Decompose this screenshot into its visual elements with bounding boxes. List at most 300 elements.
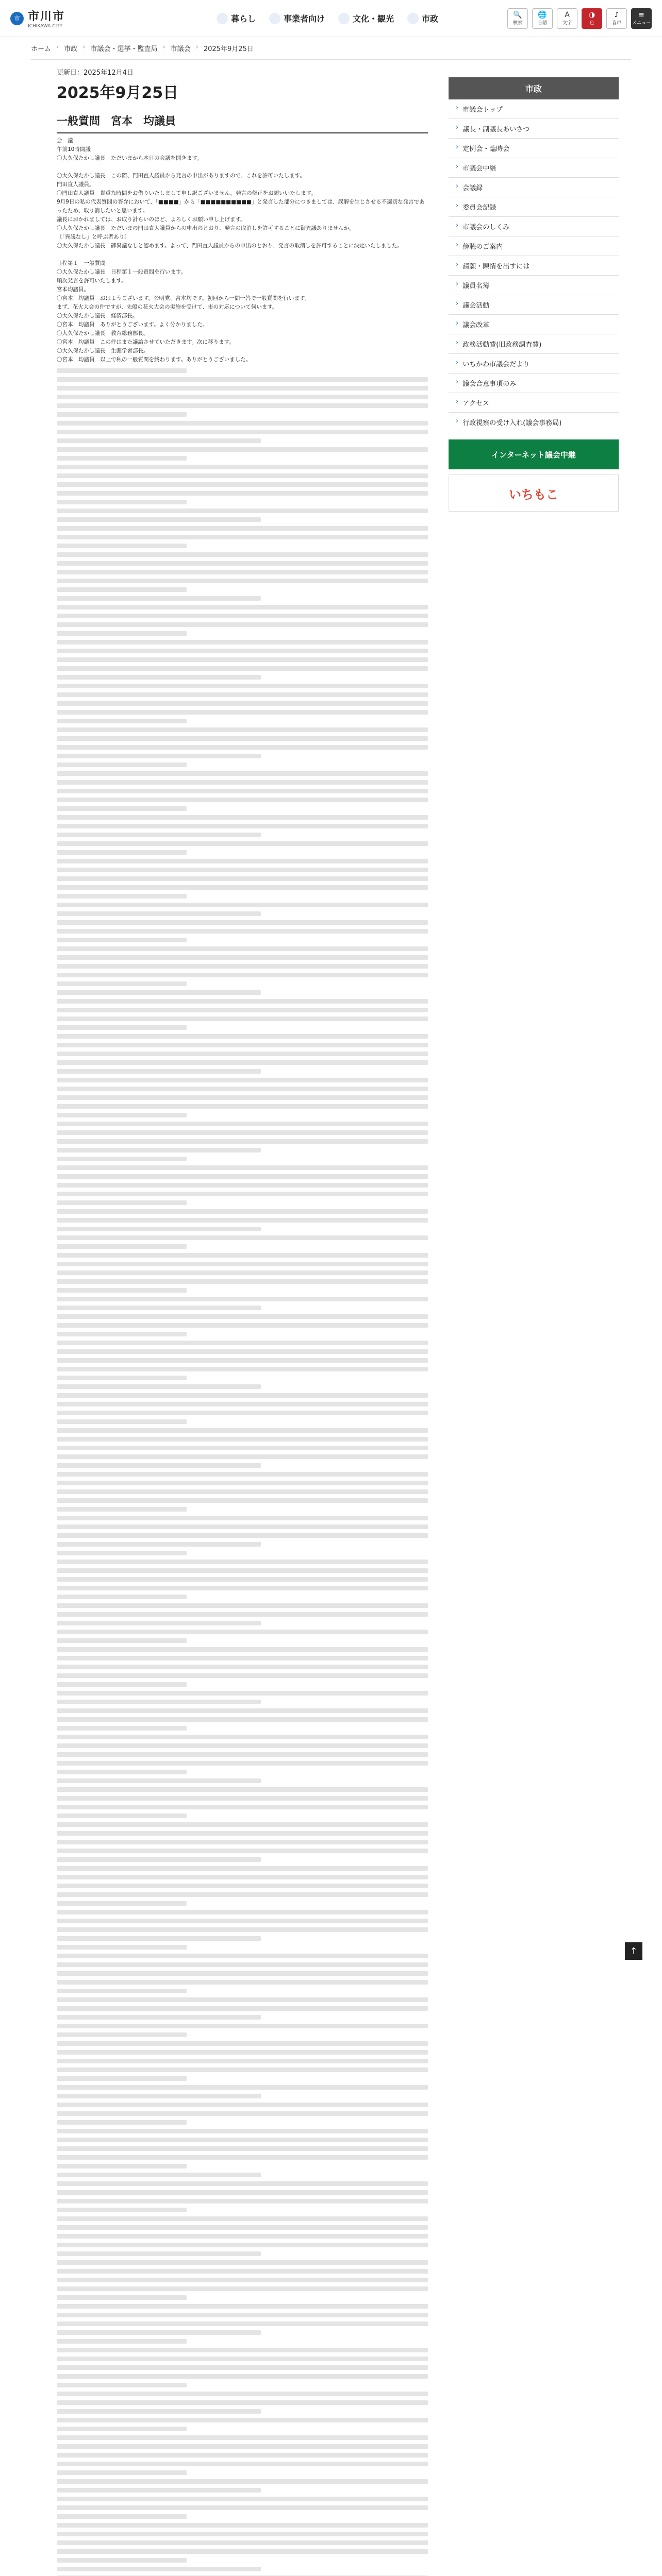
text-line xyxy=(57,833,261,837)
text-line xyxy=(57,1551,187,1555)
text-line xyxy=(57,386,428,391)
text-line xyxy=(57,815,428,820)
text-line xyxy=(57,2286,428,2291)
text-line xyxy=(57,1761,428,1766)
text-line xyxy=(57,1630,428,1634)
text-line xyxy=(57,509,428,513)
text-line xyxy=(57,1025,187,1030)
breadcrumb-city-admin[interactable]: 市政 xyxy=(64,45,78,53)
chevron-right-icon: › xyxy=(456,339,459,347)
text-line xyxy=(57,2032,187,2037)
text-line xyxy=(57,2383,187,2387)
text-line xyxy=(57,2567,261,2571)
voice-icon: ♪ xyxy=(614,11,619,19)
text-line xyxy=(57,1962,428,1967)
text-line xyxy=(57,2050,428,2055)
text-line xyxy=(57,438,261,443)
sidebar-item[interactable] xyxy=(449,295,619,315)
text-line xyxy=(57,1971,428,1976)
voice-button[interactable]: ♪ 音声 xyxy=(606,8,627,29)
text-line xyxy=(57,2146,428,2151)
text-line xyxy=(57,1595,187,1599)
text-line xyxy=(57,1358,428,1363)
text-line xyxy=(57,1463,261,1468)
sidebar-item-label: 請願・陳情を出すには xyxy=(462,263,530,270)
text-line xyxy=(57,1849,428,1853)
text-line xyxy=(57,1279,428,1284)
text-line xyxy=(57,596,261,601)
text-line xyxy=(57,622,428,627)
text-line xyxy=(57,1884,428,1888)
text-line xyxy=(57,2243,428,2247)
text-line xyxy=(57,368,187,373)
text-line xyxy=(57,1253,428,1258)
text-line xyxy=(57,2181,428,2186)
text-line xyxy=(57,1866,428,1871)
text-line xyxy=(57,1796,428,1801)
breadcrumb-separator-icon: › xyxy=(195,43,198,51)
text-line xyxy=(57,1078,428,1082)
text-line xyxy=(57,780,428,785)
text-line xyxy=(57,1875,428,1879)
text-line xyxy=(57,2155,428,2160)
text-line xyxy=(57,2497,428,2501)
text-line xyxy=(57,544,187,548)
text-line xyxy=(57,2523,428,2528)
sidebar-item-label: 定例会・臨時会 xyxy=(462,145,510,153)
text-line xyxy=(57,859,428,863)
text-line xyxy=(57,535,428,539)
sidebar-item[interactable] xyxy=(449,119,619,139)
text-line xyxy=(57,2278,428,2282)
breadcrumb-current: 2025年9月25日 xyxy=(203,45,254,53)
text-line xyxy=(57,666,428,671)
minutes-continuation xyxy=(57,368,428,2576)
text-line xyxy=(57,587,187,592)
sidebar-item[interactable] xyxy=(449,99,619,119)
language-button[interactable]: 🌐 言語 xyxy=(532,8,553,29)
sidebar-item-label: 議会活動 xyxy=(462,302,490,310)
sidebar-list xyxy=(449,99,619,432)
text-line xyxy=(57,1481,428,1485)
text-line xyxy=(57,1805,428,1809)
text-line xyxy=(57,377,428,382)
chevron-right-icon: › xyxy=(456,163,459,171)
text-line xyxy=(57,2173,261,2177)
sidebar-item-label: 議会改革 xyxy=(462,321,490,329)
text-line xyxy=(57,841,428,846)
text-line xyxy=(57,1717,428,1722)
breadcrumb-separator-icon: › xyxy=(82,43,86,51)
text-line xyxy=(57,1157,187,1161)
text-line xyxy=(57,1165,428,1170)
text-line xyxy=(57,1524,428,1529)
text-line xyxy=(57,2225,428,2230)
sidebar-item-label: 議長・副議長あいさつ xyxy=(462,126,530,133)
text-line xyxy=(57,1349,428,1354)
text-line xyxy=(57,876,428,881)
text-line xyxy=(57,973,428,977)
text-line xyxy=(57,727,428,732)
search-icon: 🔍 xyxy=(513,11,522,19)
text-line xyxy=(57,2190,428,2195)
text-line xyxy=(57,2164,187,2168)
globe-icon: 🌐 xyxy=(538,11,547,19)
text-line xyxy=(57,1691,428,1696)
text-line xyxy=(57,719,187,723)
search-button[interactable]: 🔍 検索 xyxy=(507,8,528,29)
text-line xyxy=(57,649,428,653)
text-line xyxy=(57,1568,428,1573)
text-line xyxy=(57,2199,428,2204)
chevron-right-icon: › xyxy=(456,378,459,386)
chevron-right-icon: › xyxy=(456,222,459,229)
sidebar-item[interactable] xyxy=(449,276,619,295)
text-line xyxy=(57,938,187,942)
text-line xyxy=(57,1227,261,1231)
logo-title: 市川市 xyxy=(28,10,65,23)
text-line xyxy=(57,579,428,583)
text-line xyxy=(57,2470,187,2475)
text-line xyxy=(57,868,428,872)
text-line xyxy=(57,526,428,531)
text-line xyxy=(57,517,261,522)
text-line xyxy=(57,1060,428,1065)
text-line xyxy=(57,1052,428,1056)
section-title: 一般質問 宮本 均議員 xyxy=(57,113,428,133)
sidebar-item[interactable] xyxy=(449,139,619,158)
sidebar-item[interactable] xyxy=(449,413,619,432)
text-line xyxy=(57,2120,187,2125)
chevron-right-icon: › xyxy=(456,398,459,405)
text-line xyxy=(57,570,428,574)
text-line xyxy=(57,447,428,452)
sidebar-item[interactable] xyxy=(449,393,619,413)
text-line xyxy=(57,2067,428,2072)
breadcrumb-home[interactable]: ホーム xyxy=(31,45,52,53)
site-header xyxy=(0,0,662,37)
text-line xyxy=(57,1043,428,1047)
text-line xyxy=(57,2488,261,2493)
text-line xyxy=(57,2453,428,2458)
chevron-right-icon: › xyxy=(456,280,459,288)
text-line xyxy=(57,1936,261,1941)
text-line xyxy=(57,1376,187,1380)
text-line xyxy=(57,1726,187,1731)
menu-icon: ≡ xyxy=(638,11,644,19)
page-title: 2025年9月25日 xyxy=(57,84,179,102)
text-line xyxy=(57,421,428,426)
nav-icon xyxy=(338,13,350,24)
sidebar-item[interactable] xyxy=(449,256,619,276)
text-line xyxy=(57,885,428,890)
text-line xyxy=(57,1323,428,1328)
chevron-right-icon: › xyxy=(456,241,459,249)
chevron-right-icon: › xyxy=(456,143,459,151)
text-line xyxy=(57,631,187,636)
text-line xyxy=(57,1437,428,1442)
text-line xyxy=(57,806,187,811)
text-line xyxy=(57,2103,428,2107)
text-line xyxy=(57,2357,428,2361)
text-line xyxy=(57,911,261,916)
text-line xyxy=(57,2269,428,2274)
text-line xyxy=(57,762,187,767)
nav-icon xyxy=(217,13,228,24)
text-line xyxy=(57,2427,187,2431)
text-line xyxy=(57,2059,428,2063)
text-line xyxy=(57,1673,428,1678)
text-line xyxy=(57,2295,187,2300)
text-line xyxy=(57,1621,261,1625)
sidebar-item-label: 市議会トップ xyxy=(462,106,503,114)
text-line xyxy=(57,1472,428,1477)
menu-button[interactable]: ≡ メニュー xyxy=(631,8,652,29)
chevron-right-icon: › xyxy=(456,124,459,131)
text-line xyxy=(57,482,428,487)
text-line xyxy=(57,1262,428,1266)
text-line xyxy=(57,1314,428,1319)
text-line xyxy=(57,2094,261,2098)
text-line xyxy=(57,1954,428,1958)
text-line xyxy=(57,1209,428,1214)
text-line xyxy=(57,2444,428,2449)
text-line xyxy=(57,2374,428,2379)
site-logo[interactable] xyxy=(10,8,186,29)
nav-life[interactable]: 暮らし xyxy=(217,12,256,24)
text-line xyxy=(57,1113,187,1117)
text-line xyxy=(57,1270,428,1275)
text-line xyxy=(57,1665,428,1669)
breadcrumb-assembly-bureau[interactable]: 市議会・選挙・監査局 xyxy=(90,45,158,53)
text-line xyxy=(57,736,428,741)
text-line xyxy=(57,2111,428,2116)
text-line xyxy=(57,1919,428,1923)
text-line xyxy=(57,1095,428,1100)
sidebar xyxy=(449,77,619,2576)
sidebar-item[interactable] xyxy=(449,178,619,197)
text-line xyxy=(57,1682,187,1687)
text-line xyxy=(57,964,428,969)
text-line xyxy=(57,2085,428,2090)
text-line xyxy=(57,710,428,715)
text-line xyxy=(57,1332,187,1336)
text-line xyxy=(57,430,428,434)
nav-city-admin[interactable]: 市政 xyxy=(407,12,438,24)
text-line xyxy=(57,1577,428,1582)
text-line xyxy=(57,1183,428,1188)
ichimoko-banner[interactable]: いちもこ xyxy=(449,474,619,512)
color-button[interactable]: ◑ 色 xyxy=(582,8,602,29)
nav-business[interactable]: 事業者向け xyxy=(269,12,325,24)
text-line xyxy=(57,1454,428,1459)
update-date: 更新日：2025年12月4日 xyxy=(57,69,134,77)
sidebar-item-label: 行政視察の受け入れ(議会事務局) xyxy=(462,419,562,427)
text-line xyxy=(57,894,187,899)
text-line xyxy=(57,1840,428,1844)
sidebar-item[interactable] xyxy=(449,334,619,354)
internet-broadcast-banner[interactable]: インターネット議会中継 xyxy=(449,439,619,469)
text-line xyxy=(57,675,261,680)
text-line xyxy=(57,1743,428,1748)
text-line xyxy=(57,1533,428,1538)
text-line xyxy=(57,2015,261,2020)
text-line xyxy=(57,2505,428,2510)
text-line xyxy=(57,1341,428,1345)
header-tools xyxy=(507,8,652,29)
text-line xyxy=(57,1384,261,1389)
text-line xyxy=(57,473,428,478)
text-line xyxy=(57,395,428,399)
text-line xyxy=(57,2234,428,2239)
sidebar-item-label: 会議録 xyxy=(462,184,483,192)
global-nav xyxy=(217,12,438,24)
text-line xyxy=(57,2532,428,2536)
text-line xyxy=(57,1857,261,1862)
text-line xyxy=(57,2024,428,2028)
text-line xyxy=(57,850,187,855)
text-line xyxy=(57,614,428,618)
text-line xyxy=(57,929,428,934)
text-line xyxy=(57,2041,428,2046)
sidebar-item[interactable] xyxy=(449,236,619,256)
chevron-right-icon: › xyxy=(456,359,459,366)
text-line xyxy=(57,2208,187,2212)
nav-culture[interactable]: 文化・観光 xyxy=(338,12,394,24)
text-line xyxy=(57,500,187,504)
sidebar-item-label: 市議会のしくみ xyxy=(462,224,510,231)
text-line xyxy=(57,657,428,662)
breadcrumb-separator-icon: › xyxy=(162,43,166,51)
text-line xyxy=(57,1148,261,1153)
text-line xyxy=(57,2409,261,2414)
text-line xyxy=(57,1411,428,1415)
text-line xyxy=(57,2330,261,2335)
text-line xyxy=(57,1087,428,1091)
nav-icon xyxy=(269,13,280,24)
content-wrapper xyxy=(0,60,662,2576)
text-line xyxy=(57,1516,428,1520)
text-line xyxy=(57,1130,428,1135)
text-line xyxy=(57,456,187,461)
sidebar-item-label: 議員名簿 xyxy=(462,282,490,290)
text-line xyxy=(57,1192,428,1196)
logo-subtitle: ICHIKAWA CITY xyxy=(28,24,63,29)
text-line xyxy=(57,2479,428,2484)
sidebar-item[interactable] xyxy=(449,354,619,374)
text-line xyxy=(57,412,187,417)
chevron-right-icon: › xyxy=(456,319,459,327)
text-line xyxy=(57,1402,428,1406)
text-line xyxy=(57,946,428,951)
sidebar-item-label: いちかわ市議会だより xyxy=(462,361,530,368)
sidebar-item-label: 市議会中継 xyxy=(462,165,496,173)
text-line xyxy=(57,403,428,408)
text-line xyxy=(57,1419,187,1424)
text-line xyxy=(57,2216,428,2221)
sidebar-item-label: 議会合意事項のみ xyxy=(462,380,517,388)
main-content xyxy=(57,60,428,2576)
arrow-up-icon: ↑ xyxy=(630,1945,638,1957)
text-line xyxy=(57,1288,187,1293)
text-line xyxy=(57,561,428,566)
text-line xyxy=(57,1638,187,1643)
text-line xyxy=(57,1104,428,1109)
text-line xyxy=(57,798,428,802)
text-line xyxy=(57,903,428,907)
text-line xyxy=(57,1200,187,1205)
text-line xyxy=(57,2304,428,2309)
text-line xyxy=(57,692,428,697)
text-line xyxy=(57,1235,428,1240)
sidebar-item[interactable] xyxy=(449,315,619,334)
sidebar-item-label: 委員会記録 xyxy=(462,204,496,212)
text-line xyxy=(57,1647,428,1652)
sidebar-item[interactable] xyxy=(449,374,619,393)
text-line xyxy=(57,824,428,828)
text-line xyxy=(57,1778,261,1783)
text-line xyxy=(57,1367,428,1371)
text-line xyxy=(57,2129,428,2133)
text-line xyxy=(57,1034,428,1039)
text-line xyxy=(57,1945,187,1950)
text-line xyxy=(57,754,261,758)
text-line xyxy=(57,1498,428,1503)
text-line xyxy=(57,2365,428,2370)
text-line xyxy=(57,2313,428,2317)
text-line xyxy=(57,1428,428,1433)
text-line xyxy=(57,1122,428,1126)
text-line xyxy=(57,2260,428,2265)
text-line xyxy=(57,2138,428,2142)
text-line xyxy=(57,1700,261,1704)
text-line xyxy=(57,1542,261,1547)
sidebar-item[interactable] xyxy=(449,158,619,178)
text-line xyxy=(57,1612,428,1617)
sidebar-item-label: アクセス xyxy=(462,400,489,408)
text-line xyxy=(57,1901,187,1906)
sidebar-item[interactable] xyxy=(449,197,619,217)
text-line xyxy=(57,1174,428,1179)
text-line xyxy=(57,1787,428,1792)
text-line xyxy=(57,2392,428,2396)
text-line xyxy=(57,605,428,609)
text-line xyxy=(57,1139,428,1144)
text-line xyxy=(57,2462,428,2466)
breadcrumb-assembly[interactable]: 市議会 xyxy=(170,45,191,53)
breadcrumb xyxy=(31,37,631,60)
text-line xyxy=(57,684,428,688)
text-line xyxy=(57,1297,428,1301)
text-line xyxy=(57,1831,428,1836)
text-line xyxy=(57,552,428,557)
page-top-button[interactable] xyxy=(625,1942,642,1960)
sidebar-item[interactable] xyxy=(449,217,619,236)
text-line xyxy=(57,2321,428,2326)
text-line xyxy=(57,1069,261,1074)
font-icon: A xyxy=(565,11,570,19)
chevron-right-icon: › xyxy=(456,417,459,425)
text-line xyxy=(57,1814,187,1818)
text-line xyxy=(57,2514,187,2519)
text-line xyxy=(57,999,428,1004)
breadcrumb-separator-icon: › xyxy=(56,43,59,51)
text-line xyxy=(57,981,187,986)
text-line xyxy=(57,2540,428,2545)
text-line xyxy=(57,1927,428,1932)
text-line xyxy=(57,745,428,750)
font-size-button[interactable]: A 文字 xyxy=(557,8,577,29)
